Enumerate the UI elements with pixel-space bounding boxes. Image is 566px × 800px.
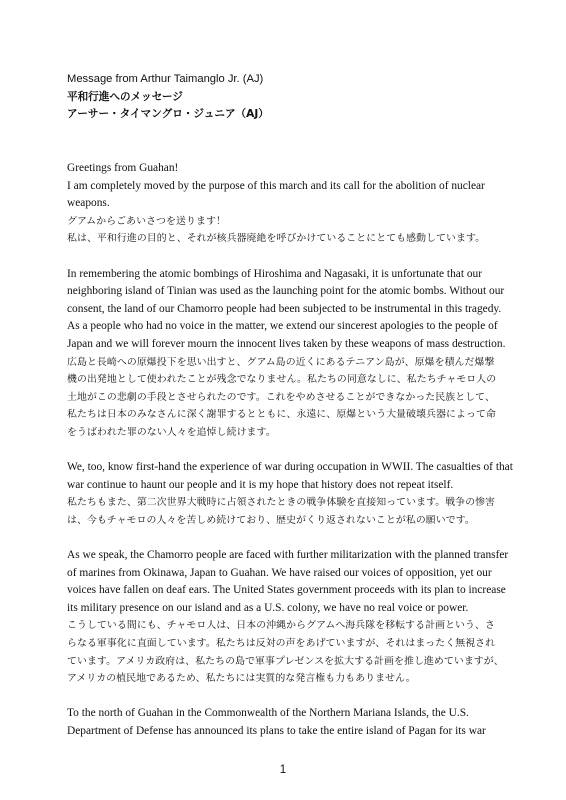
paragraph-line-english: war continue to haunt our people and it is my hope that history does not repeat itself. — [67, 478, 454, 491]
paragraph-line-japanese: 機の出発地として使われたことが残念でなりません。私たちの同意なしに、私たちチャモロ人の — [67, 374, 497, 386]
paragraph-line-english: As a people who had no voice in the matter, we extend our sincerest apologies to the people of — [67, 320, 498, 333]
paragraph-line-english: its military presence on our island and as a U.S. colony, we have no real voice or power. — [67, 601, 469, 614]
paragraph-line-english: Greetings from Guahan! — [67, 162, 179, 174]
paragraph-line-japanese: ています。アメリカ政府は、私たちの島で軍事プレゼンスを拡大する計画を推し進めていますが、 — [67, 655, 504, 667]
paragraph — [67, 459, 512, 529]
title-english: Message from Arthur Taimanglo Jr. (AJ) — [67, 73, 264, 85]
title-japanese: 平和行進へのメッセージ — [67, 90, 183, 103]
paragraph-line-english: weapons. — [67, 197, 110, 210]
paragraph-line-english: voices have fallen on deaf ears. The United States government proceeds with its plan to increase — [67, 584, 506, 597]
paragraph-line-japanese: 私は、平和行進の目的と、それが核兵器廃絶を呼びかけていることにとても感動しています。 — [67, 233, 486, 245]
paragraph-line-english: In remembering the atomic bombings of Hiroshima and Nagasaki, it is unfortunate that our — [67, 267, 483, 280]
paragraph — [67, 547, 512, 688]
document-header — [67, 71, 507, 124]
paragraph-line-japanese: らなる軍事化に直面しています。私たちは反対の声をあげていますが、それはまったく無視され — [67, 638, 496, 650]
paragraph-line-japanese: 私たちもまた、第二次世界大戦時に占領されたときの戦争体験を直接知っています。戦争の惨害 — [67, 497, 496, 509]
paragraph-line-japanese: 広島と長崎への原爆投下を思い出すと、グアム島の近くにあるテニアン島が、原爆を積んだ爆撃 — [67, 356, 495, 368]
paragraph-line-english: To the north of Guahan in the Commonwealth of the Northern Mariana Islands, the U.S. — [67, 707, 469, 720]
paragraph — [67, 160, 512, 248]
paragraph-line-japanese: 私たちは日本のみなさんに深く謝罪するとともに、永遠に、原爆という大量破壊兵器によって命 — [67, 409, 496, 421]
paragraph-line-english: We, too, know first-hand the experience of war during occupation in WWII. The casualties of that — [67, 461, 513, 474]
paragraph — [67, 705, 512, 740]
paragraph — [67, 266, 512, 442]
paragraph-line-english: Japan and we will forever mourn the innocent lives taken by these weapons of mass destruction. — [67, 337, 506, 350]
paragraph-line-english: Department of Defense has announced its plans to take the entire island of Pagan for its war — [67, 725, 486, 737]
paragraph-line-japanese: 土地がこの悲劇の手段とさせられたのです。これをやめさせることができなかった民族として、 — [67, 391, 495, 403]
page-number: 1 — [279, 764, 287, 776]
paragraph-line-japanese: をうばわれた罪のない人々を追悼し続けます。 — [67, 426, 276, 438]
author-name-japanese: アーサー・タイマングロ・ジュニア（AJ） — [67, 108, 269, 120]
paragraph-line-english: I am completely moved by the purpose of this march and its call for the abolition of nuclear — [67, 179, 485, 192]
paragraph-line-english: of marines from Okinawa, Japan to Guahan. We have raised our voices of opposition, yet our — [67, 566, 492, 579]
paragraph-line-english: neighboring island of Tinian was used as the launching point for the atomic bombs. Without our — [67, 285, 505, 298]
message-body — [67, 160, 512, 758]
paragraph-line-english: consent, the land of our Chamorro people had been subjected to be instrumental in this tragedy. — [67, 302, 502, 315]
paragraph-line-japanese: こうしている間にも、チャモロ人は、日本の沖縄からグアムへ海兵隊を移転する計画という、さ — [67, 620, 495, 632]
paragraph-line-japanese: アメリカの植民地であるため、私たちには実質的な発言権も力もありません。 — [67, 673, 416, 685]
paragraph-line-japanese: は、今もチャモロの人々を苦しめ続けており、歴史がくり返されないことが私の願いです。 — [67, 514, 475, 526]
paragraph-line-japanese: グアムからごあいさつを送ります！ — [67, 215, 226, 227]
paragraph-line-english: As we speak, the Chamorro people are faced with further militarization with the planned transfer — [67, 549, 509, 562]
